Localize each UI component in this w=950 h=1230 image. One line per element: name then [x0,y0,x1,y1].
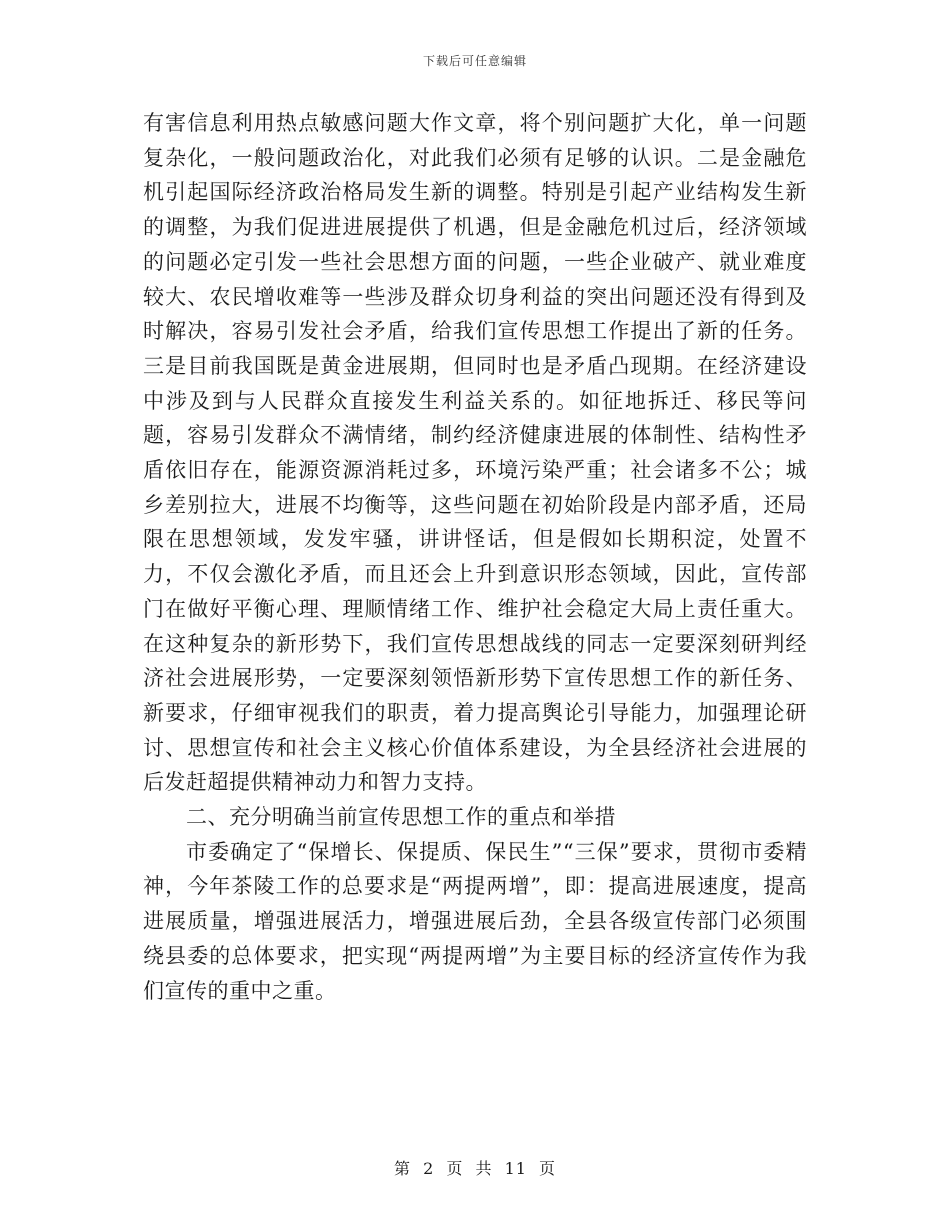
footer-total-pages: 11 [504,1159,527,1178]
paragraph: 市委确定了“保增长、保提质、保民生”“三保”要求，贯彻市委精神，今年茶陵工作的总要求是“两提两增”，即：提高进展速度，提高进展质量，增强进展活力，增强进展后劲，全县各级宣传部门必须围绕县委的总体要求，把实现“两提两增”为主要目标的经济宣传作为我们宣传的重中之重。 [143,839,807,1003]
paragraph-continued: 有害信息利用热点敏感问题大作文章，将个别问题扩大化，单一问题复杂化，一般问题政治化，对此我们必须有足够的认识。二是金融危机引起国际经济政治格局发生新的调整。特别是引起产业结构发生新的调整，为我们促进进展提供了机遇，但是金融危机过后，经济领域的问题必定引发一些社会思想方面的问题，一些企业破产、就业难度较大、农民增收难等一些涉及群众切身利益的突出问题还没有得到及时解决，容易引发社会矛盾，给我们宣传思想工作提出了新的任务。三是目前我国既是黄金进展期，但同时也是矛盾凸现期。在经济建设中涉及到与人民群众直接发生利益关系的。如征地拆迁、移民等问题，容易引发群众不满情绪，制约经济健康进展的体制性、结构性矛盾依旧存在，能源资源消耗过多，环境污染严重；社会诸多不公；城乡差别拉大，进展不均衡等，这些问题在初始阶段是内部矛盾，还局限在思想领域，发发牢骚，讲讲怪话，但是假如长期积淀，处置不力，不仅会激化矛盾，而且还会上升到意识形态领域，因此，宣传部门在做好平衡心理、理顺情绪工作、维护社会稳定大局上责任重大。在这种复杂的新形势下，我们宣传思想战线的同志一定要深刻研判经济社会进展形势，一定要深刻领悟新形势下宣传思想工作的新任务、新要求，仔细审视我们的职责，着力提高舆论引导能力，加强理论研讨、思想宣传和社会主义核心价值体系建设，为全县经济社会进展的后发赶超提供精神动力和智力支持。 [143,111,807,795]
section-heading: 二、充分明确当前宣传思想工作的重点和举措 [186,805,616,830]
footer-current-page: 2 [423,1159,435,1178]
document-body [143,106,807,1008]
footer-label-page-unit: 页 [446,1159,464,1178]
page-header: 下载后可任意编辑 [422,54,527,68]
footer-label-page: 第 [393,1159,411,1178]
footer-label-total: 共 [475,1159,493,1178]
footer-label-total-unit: 页 [539,1159,557,1178]
page-footer [0,1156,950,1179]
